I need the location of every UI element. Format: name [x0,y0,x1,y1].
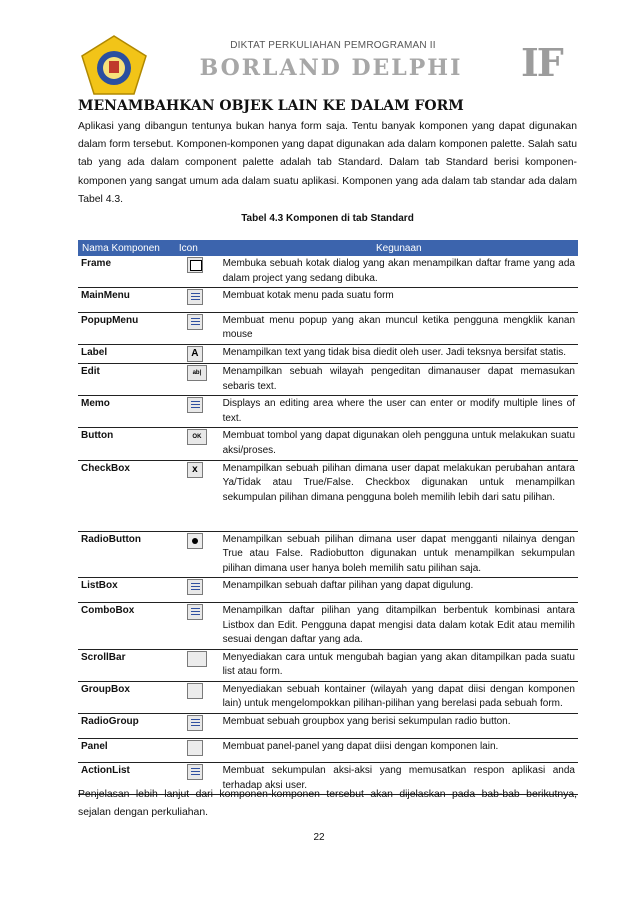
component-name: Label [78,344,175,363]
component-description: Membuka sebuah kotak dialog yang akan menampilkan daftar frame yang ada dalam project yang sedang dibuka. [220,256,578,288]
table-row [78,531,578,578]
component-name: ScrollBar [78,649,175,681]
intro-paragraph: Aplikasi yang dibangun tentunya bukan hanya form saja. Tentu banyak komponen yang dapat digunakan dalam form tersebut. Komponen-komponen yang dapat digunakan ada dalam komponen palette. Salah satu tab yang ada dalam component palette adalah tab Standard. Dalam tab Standard berisi komponen-komponen yang sangat umum ada dalam suatu aplikasi. Komponen yang ada dalam tab standar ada dalam Tabel 4.3. [78,121,577,205]
frame-icon [187,257,203,273]
label-icon: A [187,346,203,362]
component-description: Displays an editing area where the user can enter or modify multiple lines of text. [220,396,578,428]
edit-icon: ab| [187,365,207,381]
component-name: Memo [78,396,175,428]
page-header [0,0,638,100]
table-row [78,602,578,649]
component-name: CheckBox [78,460,175,531]
table-row [78,681,578,713]
column-header-use: Kegunaan [220,240,578,256]
popup-menu-icon [187,314,203,330]
table-row [78,649,578,681]
combobox-icon [187,604,203,620]
component-description: Menampilkan text yang tidak bisa diedit oleh user. Jadi teksnya bersifat statis. [220,344,578,363]
column-header-icon: Icon [175,240,220,256]
component-name: ListBox [78,578,175,603]
component-description: Membuat tombol yang dapat digunakan oleh pengguna untuk melakukan suatu aksi/proses. [220,428,578,460]
table-row [78,460,578,531]
component-name: RadioGroup [78,714,175,739]
button-icon: OK [187,429,207,445]
page-number: 22 [313,832,325,843]
component-name: MainMenu [78,288,175,313]
listbox-icon [187,579,203,595]
table-row [78,363,578,395]
component-name: ComboBox [78,602,175,649]
table-row [78,738,578,763]
action-list-icon [187,764,203,780]
header-subtitle: DIKTAT PERKULIAHAN PEMROGRAMAN II [230,40,436,51]
component-description: Membuat sebuah groupbox yang berisi sekumpulan radio button. [220,714,578,739]
table-row [78,714,578,739]
memo-icon [187,397,203,413]
component-description: Membuat kotak menu pada suatu form [220,288,578,313]
table-row [78,312,578,344]
table-header-row [78,240,578,256]
component-description: Menampilkan daftar pilihan yang ditampilkan berbentuk kombinasi antara Listbox dan Edit. Pengguna dapat mengisi data dalam kotak Edit atau memilih sesuai dengan daftar yang ada. [220,602,578,649]
component-description: Membuat menu popup yang akan muncul ketika pengguna mengklik kanan mouse [220,312,578,344]
component-description: Menyediakan cara untuk mengubah bagian yang akan ditampilkan pada suatu list atau form. [220,649,578,681]
table-caption: Tabel 4.3 Komponen di tab Standard [241,213,414,224]
components-table [78,240,578,795]
component-name: RadioButton [78,531,175,578]
radio-group-icon [187,715,203,731]
checkbox-icon: x [187,462,203,478]
column-header-name: Nama Komponen [78,240,175,256]
component-name: Button [78,428,175,460]
scrollbar-icon [187,651,207,667]
table-row [78,288,578,313]
panel-icon [187,740,203,756]
table-row [78,344,578,363]
main-menu-icon [187,289,203,305]
section-title: MENAMBAHKAN OBJEK LAIN KE DALAM FORM [78,98,464,114]
table-row [78,578,578,603]
table-row [78,396,578,428]
component-name: Frame [78,256,175,288]
component-name: PopupMenu [78,312,175,344]
component-name: ActionList [78,763,175,795]
radio-button-icon [187,533,203,549]
component-description: Membuat sekumpulan aksi-aksi yang memusatkan respon aplikasi anda terhadap aksi user. [220,763,578,795]
header-title: BORLAND DELPHI [199,55,463,81]
component-name: Panel [78,738,175,763]
groupbox-icon [187,683,203,699]
university-logo-icon [78,34,150,96]
component-description: Menampilkan sebuah pilihan dimana user dapat mengganti nilainya dengan True atau False. Radiobutton digunakan untuk menampilkan sekumpulan pilihan dimana user hanya boleh memilih satu pilihan saja. [220,531,578,578]
component-description: Menampilkan sebuah daftar pilihan yang dapat digulung. [220,578,578,603]
component-description: Menyediakan sebuah kontainer (wilayah yang dapat diisi dengan komponen lain) untuk mengelompokkan pilihan-pilihan yang berelasi pada sebuah form. [220,681,578,713]
table-row [78,256,578,288]
component-description: Membuat panel-panel yang dapat diisi dengan komponen lain. [220,738,578,763]
component-name: Edit [78,363,175,395]
table-row [78,428,578,460]
header-mark: IF [521,40,562,85]
component-name: GroupBox [78,681,175,713]
component-description: Menampilkan sebuah wilayah pengeditan dimanauser dapat memasukan sebaris text. [220,363,578,395]
closing-paragraph: Penjelasan lebih lanjut dari komponen-komponen tersebut akan dijelaskan pada bab-bab berikutnya, sejalan dengan perkuliahan. [78,789,577,819]
component-description: Menampilkan sebuah pilihan dimana user dapat melakukan perubahan antara Ya/Tidak atau True/False. Checkbox digunakan untuk menampilkan sekumpulan pilihan dimana pengguna boleh memilih lebih dari satu pilihan. [220,460,578,531]
